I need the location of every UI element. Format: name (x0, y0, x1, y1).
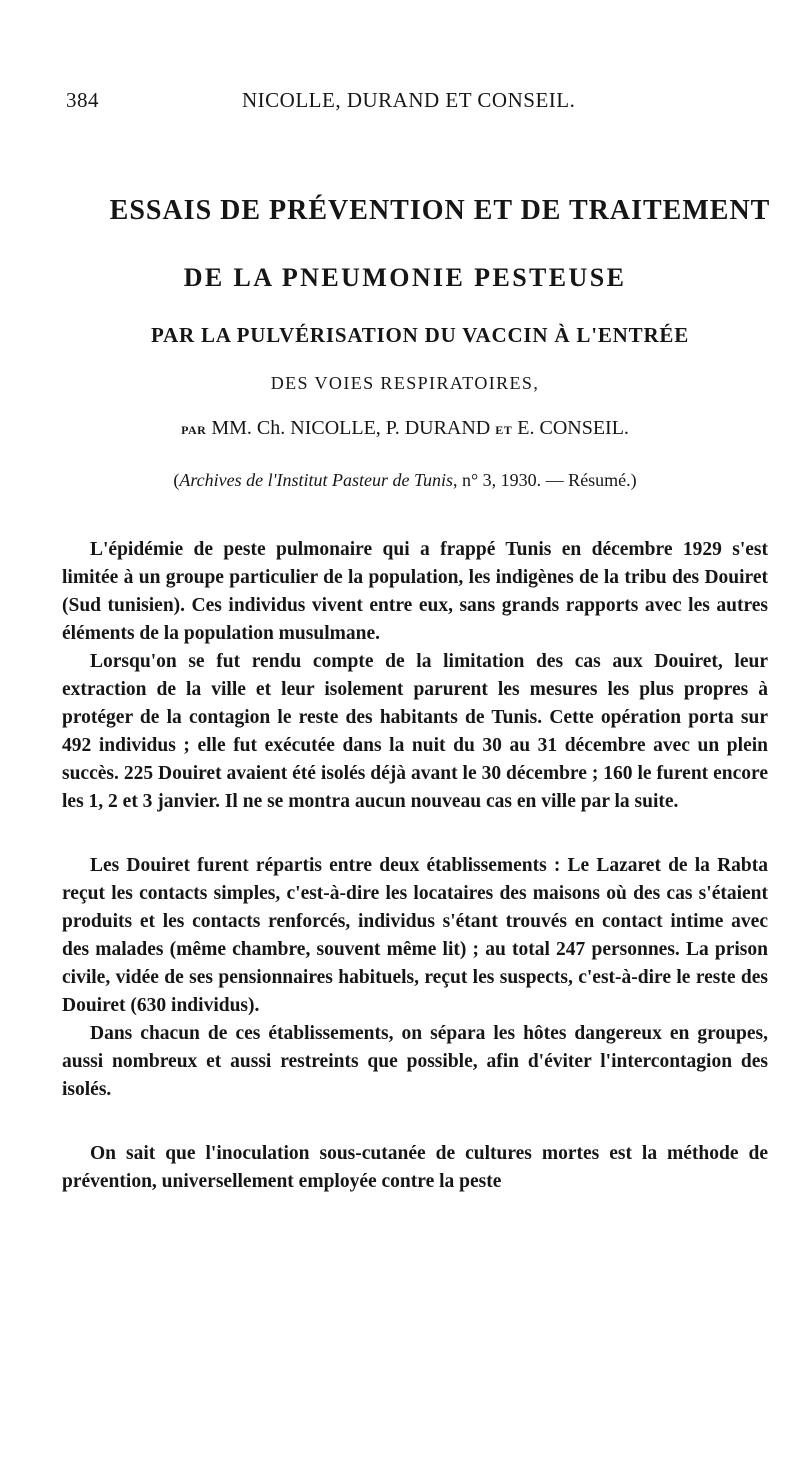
paragraph-spacer (62, 816, 768, 852)
paragraph-3: Les Douiret furent répartis entre deux établissements : Le Lazaret de la Rabta reçut les contacts simples, c'est-à-dire les locataires des maisons où des cas s'étaient produits et les contacts renforcés, individus s'étant trouvés en contact intime avec des malades (même chambre, souvent même lit) ; au total 247 personnes. La prison civile, vidée de ses pensionnaires habituels, reçut les suspects, c'est-à-dire le reste des Douiret (630 individus). (62, 855, 768, 1016)
byline-et: ET (495, 423, 513, 437)
article-body (62, 536, 768, 1196)
paragraph-spacer (62, 1104, 768, 1140)
title-line-4: DES VOIES RESPIRATOIRES, (270, 373, 540, 393)
source-citation (0, 470, 800, 491)
page-number: 384 (66, 88, 99, 112)
source-details: , n° 3, 1930. — Résumé.) (452, 470, 637, 490)
byline-par: PAR (181, 423, 207, 437)
title-line-2: DE LA PNEUMONIE PESTEUSE (183, 263, 627, 292)
paragraph-4: Dans chacun de ces établissements, on sépara les hôtes dangereux en groupes, aussi nombreux et aussi restreints que possible, afin d'éviter l'intercontagion des isolés. (62, 1023, 768, 1100)
byline-authors-a: MM. Ch. NICOLLE, P. DURAND (211, 417, 491, 439)
title-line-1: ESSAIS DE PRÉVENTION ET DE TRAITEMENT (109, 195, 771, 226)
running-title: NICOLLE, DURAND ET CONSEIL. (242, 88, 576, 112)
title-line-3: PAR LA PULVÉRISATION DU VACCIN À L'ENTRÉE (150, 323, 690, 347)
paragraph-1: L'épidémie de peste pulmonaire qui a frappé Tunis en décembre 1929 s'est limitée à un groupe particulier de la population, les indigènes de la tribu des Douiret (Sud tunisien). Ces individus vivent entre eux, sans grands rapports avec les autres éléments de la population musulmane. (62, 539, 768, 644)
byline (0, 417, 800, 440)
byline-authors-b: E. CONSEIL. (517, 417, 629, 439)
running-head (66, 88, 728, 118)
paragraph-5: On sait que l'inoculation sous-cutanée de cultures mortes est la méthode de prévention, universellement employée contre la peste (62, 1143, 768, 1192)
paragraph-2: Lorsqu'on se fut rendu compte de la limitation des cas aux Douiret, leur extraction de la ville et leur isolement parurent les mesures les plus propres à protéger de la contagion le reste des habitants de Tunis. Cette opération porta sur 492 individus ; elle fut exécutée dans la nuit du 30 au 31 décembre avec un plein succès. 225 Douiret avaient été isolés déjà avant le 30 décembre ; 160 le furent encore les 1, 2 et 3 janvier. Il ne se montra aucun nouveau cas en ville par la suite. (62, 651, 768, 812)
source-journal: Archives de l'Institut Pasteur de Tunis (179, 470, 453, 490)
source-open-paren: ( (173, 470, 180, 490)
